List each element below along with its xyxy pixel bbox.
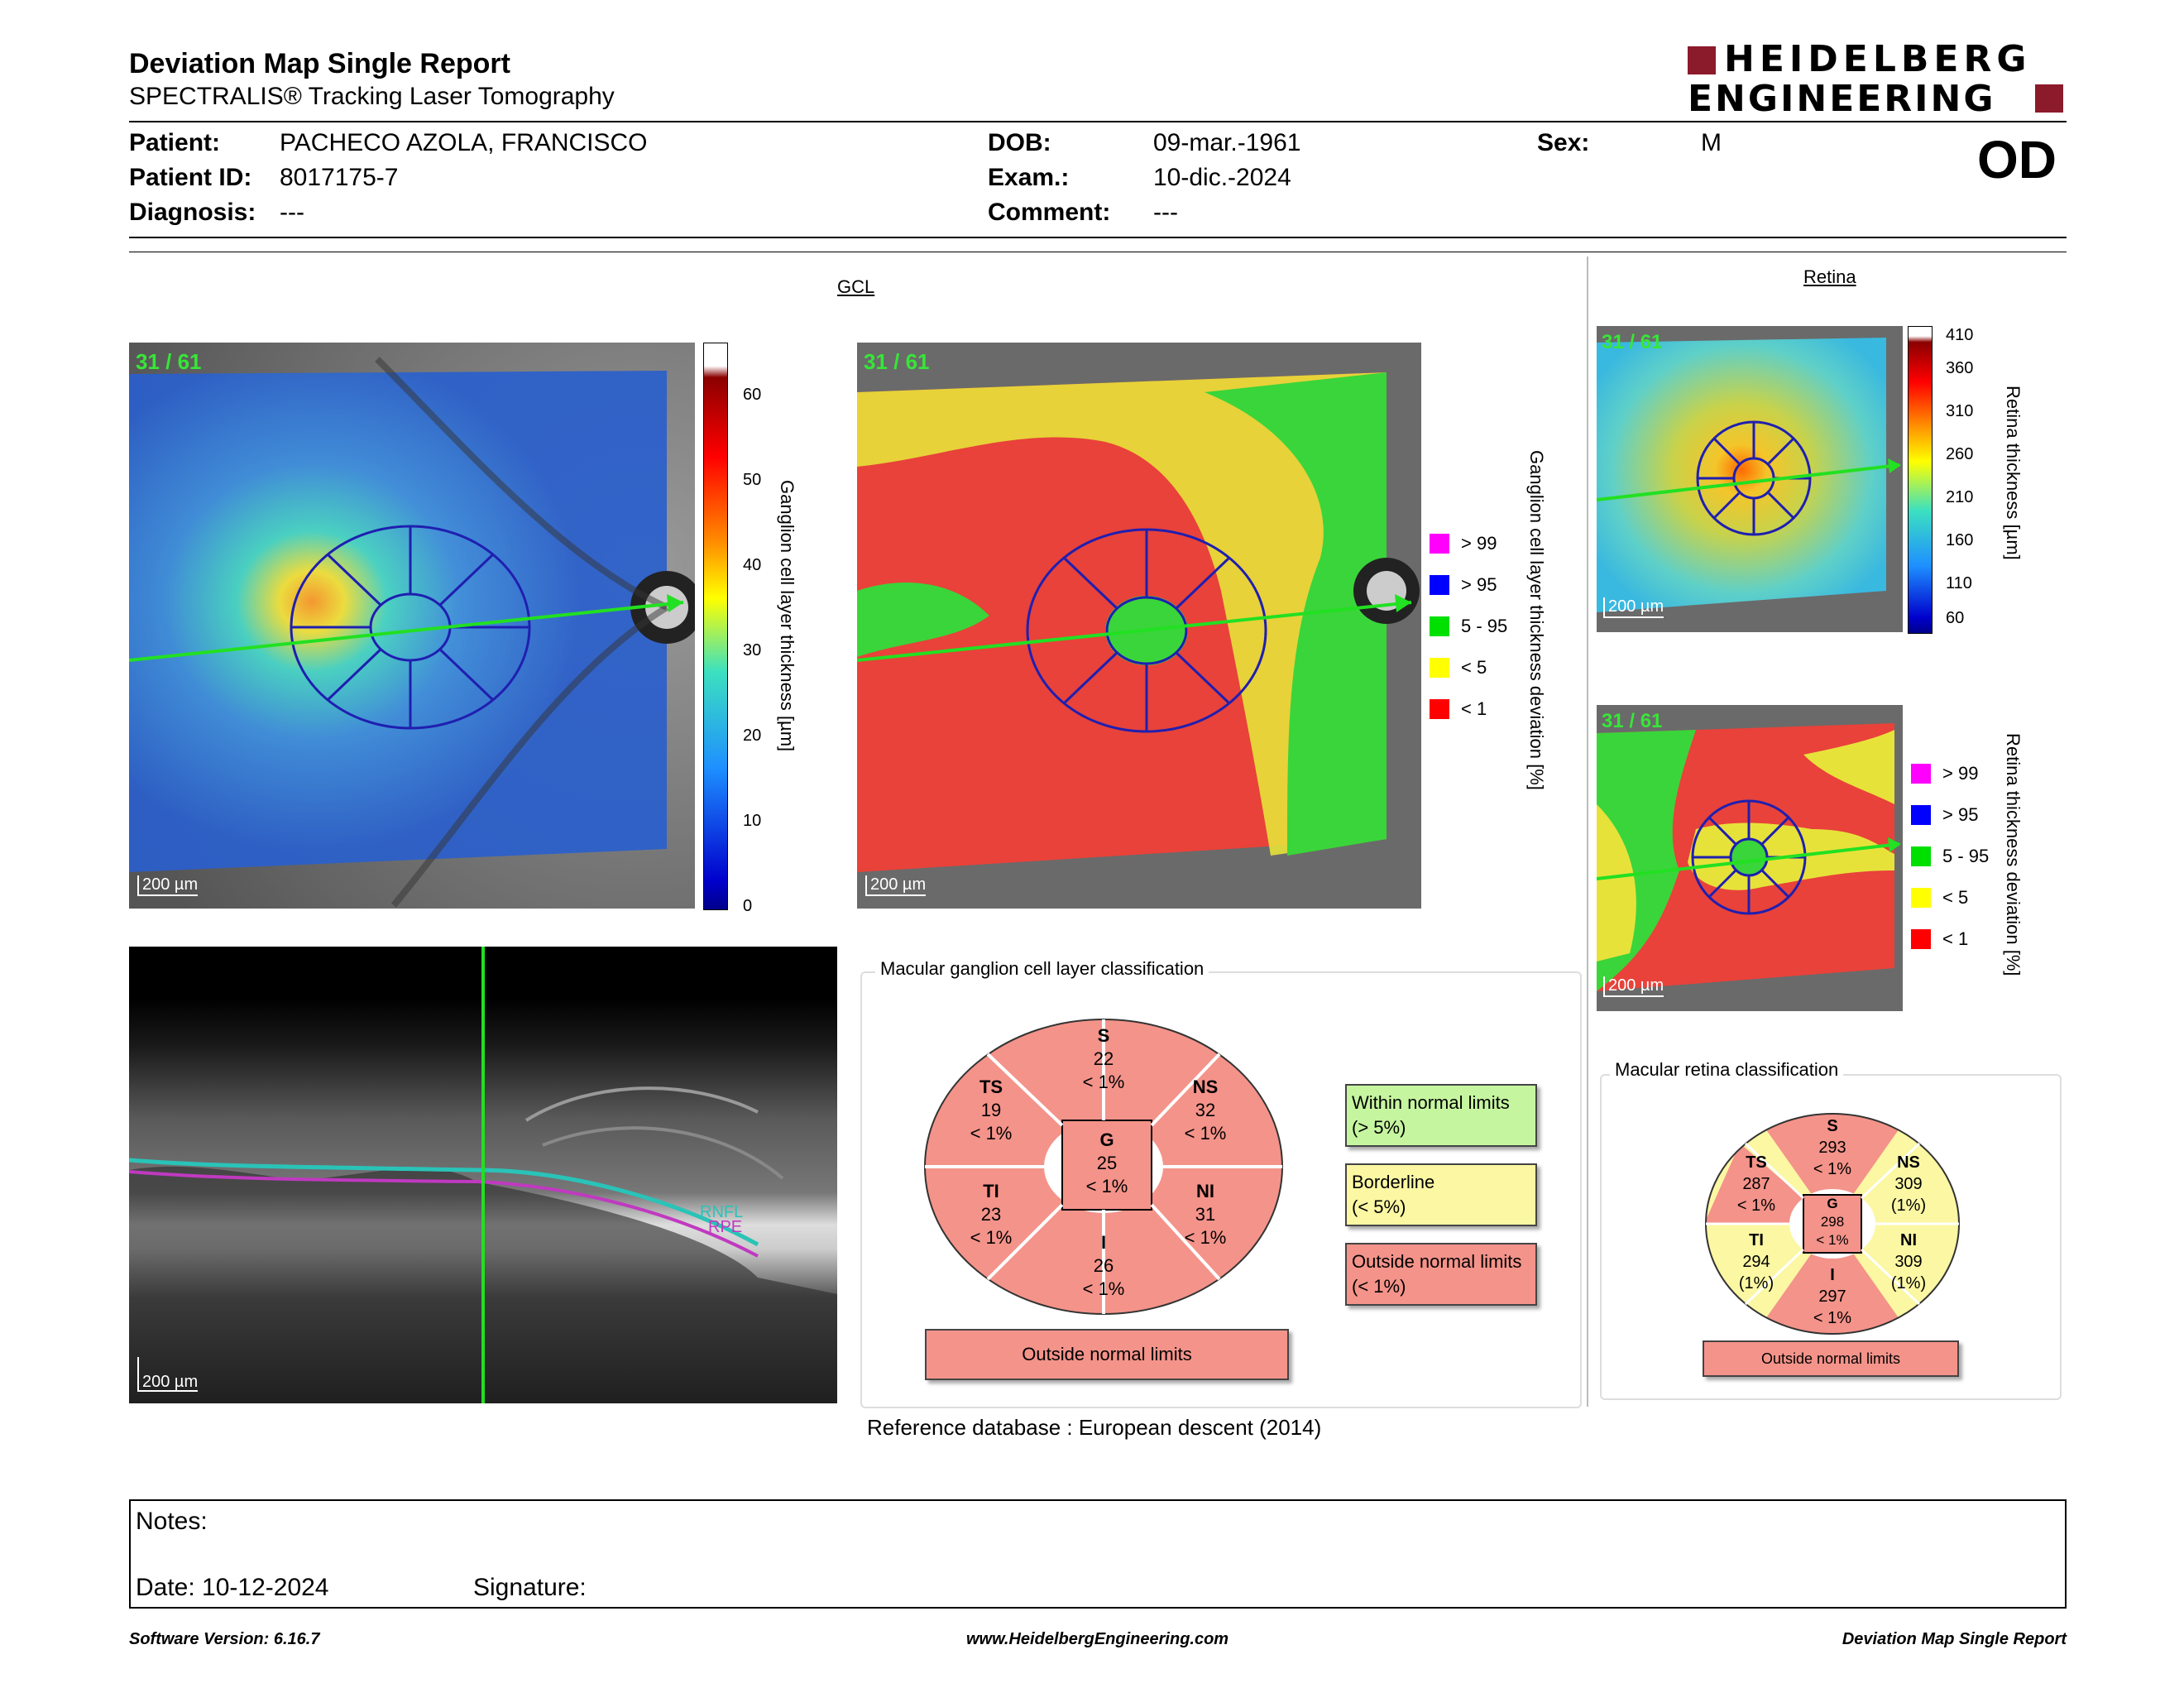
sector-pct: < 1%: [970, 1227, 1013, 1248]
retina-sector-s: [1805, 1115, 1860, 1180]
legend-borderline: [1345, 1163, 1537, 1226]
gcl-legend-5-95: [1430, 616, 1507, 637]
legend-text: < 1: [1461, 698, 1487, 719]
sector-pct: (1%): [1738, 1274, 1774, 1292]
sector-pct: < 1%: [1184, 1227, 1227, 1248]
gcl-thickness-axis-label: Ganglion cell layer thickness [µm]: [777, 480, 797, 752]
retina-thickness-svg: [1597, 326, 1903, 632]
retina-tick: 160: [1946, 531, 1974, 549]
sector-value: 19: [980, 1100, 1002, 1120]
retina-thickness-map: [1597, 326, 1903, 632]
date-label: Date: 10-12-2024: [136, 1574, 329, 1601]
retina-tick: 60: [1946, 609, 1965, 627]
gcl-tick: 30: [743, 641, 762, 659]
gcl-sector-s: [1070, 1024, 1137, 1094]
notes-label: Notes:: [136, 1508, 208, 1535]
legend-swatch-yellow: [1430, 658, 1449, 678]
retina-scale: 200 µm: [1603, 597, 1664, 618]
retina-sector-chart: [1704, 1112, 1961, 1336]
retina-sector-ts: [1727, 1152, 1785, 1216]
gcl-sector-ni: [1168, 1180, 1243, 1249]
sector-value: 25: [1096, 1153, 1118, 1173]
gcl-sector-ns: [1168, 1076, 1243, 1145]
sector-value: 298: [1820, 1214, 1845, 1230]
bscan-scale: 200 µm: [137, 1357, 198, 1392]
gcl-colorbar: [703, 343, 728, 910]
sector-pct: < 1%: [1082, 1072, 1125, 1092]
gcl-sector-chart: [923, 1018, 1284, 1316]
legend-text: Borderline: [1352, 1172, 1435, 1192]
sector-pct: < 1%: [1816, 1232, 1849, 1248]
gcl-sector-ti: [958, 1180, 1024, 1249]
sector-value: 309: [1894, 1175, 1923, 1193]
legend-within-normal: [1345, 1084, 1537, 1147]
dob-label: DOB:: [988, 129, 1051, 156]
sector-label: G: [1099, 1129, 1114, 1150]
column-divider: [1587, 257, 1588, 1407]
patient-name: PACHECO AZOLA, FRANCISCO: [280, 129, 648, 156]
retina-legend-lt1: [1911, 928, 1968, 950]
retina-tick: 210: [1946, 488, 1974, 506]
legend-swatch-magenta: [1911, 764, 1931, 784]
gcl-tick: 50: [743, 471, 762, 489]
report-subtitle: SPECTRALIS® Tracking Laser Tomography: [129, 83, 615, 110]
gcl-deviation-svg: [857, 343, 1421, 909]
retina-legend-5-95: [1911, 846, 1989, 867]
legend-swatch-red: [1911, 929, 1931, 949]
sector-value: 294: [1742, 1253, 1770, 1271]
heidelberg-logo: [1688, 38, 2068, 120]
gcl-deviation-axis-label: Ganglion cell layer thickness deviation [%]: [1526, 450, 1547, 790]
diagnosis-value: ---: [280, 199, 304, 226]
gcl-dev-scale: 200 µm: [865, 875, 926, 896]
legend-swatch-red: [1430, 699, 1449, 719]
gcl-deviation-map: [857, 343, 1421, 909]
legend-swatch-green: [1911, 846, 1931, 866]
gcl-scale: 200 µm: [137, 875, 198, 896]
patient-divider: [129, 237, 2067, 238]
sector-pct: < 1%: [1736, 1196, 1776, 1215]
report-name: Deviation Map Single Report: [1842, 1630, 2067, 1648]
legend-text: > 99: [1461, 533, 1497, 554]
retina-deviation-axis-label: Retina thickness deviation [%]: [2003, 733, 2024, 976]
legend-text: > 95: [1461, 574, 1497, 595]
gcl-scan-label: 31 / 61: [136, 349, 202, 374]
retina-legend-gt99: [1911, 763, 1978, 784]
gcl-colorbar-ticks: [743, 386, 776, 915]
retina-tick: 260: [1946, 445, 1974, 463]
retina-thickness-axis-label: Retina thickness [µm]: [2003, 386, 2024, 560]
retina-colorbar-ticks: [1946, 326, 1987, 640]
sector-value: 26: [1093, 1255, 1114, 1276]
gcl-legend-gt99: [1430, 533, 1497, 554]
legend-text: 5 - 95: [1942, 846, 1990, 866]
report-title: Deviation Map Single Report: [129, 48, 510, 79]
gcl-tick: 10: [743, 812, 762, 830]
sex-value: M: [1701, 129, 1722, 156]
diagnosis-label: Diagnosis:: [129, 199, 256, 226]
legend-swatch-yellow: [1911, 888, 1931, 908]
reference-database: Reference database : European descent (2014): [867, 1415, 1322, 1440]
gcl-thickness-map: [129, 343, 695, 909]
retina-legend-gt95: [1911, 804, 1978, 826]
website-link[interactable]: www.HeidelbergEngineering.com: [966, 1630, 1229, 1648]
legend-text: < 5: [1942, 887, 1969, 908]
notes-box: [129, 1499, 2067, 1609]
gcl-sector-i: [1070, 1231, 1137, 1301]
rpe-label: RPE: [708, 1218, 743, 1236]
logo-square-top: [1688, 46, 1716, 74]
sector-value: 309: [1894, 1253, 1923, 1271]
legend-pct: (> 5%): [1352, 1117, 1406, 1138]
eye-label: OD: [1977, 130, 2057, 189]
retina-sector-ti: [1727, 1230, 1785, 1294]
legend-text: Within normal limits: [1352, 1092, 1510, 1113]
legend-text: 5 - 95: [1461, 616, 1508, 636]
legend-text: > 99: [1942, 763, 1979, 784]
retina-title: Retina: [1803, 266, 1856, 287]
gcl-tick: 60: [743, 386, 762, 404]
sector-value: 297: [1818, 1288, 1846, 1306]
sex-label: Sex:: [1537, 129, 1590, 156]
software-version: Software Version: 6.16.7: [129, 1630, 320, 1648]
retina-classification-title: Macular retina classification: [1610, 1059, 1843, 1081]
gcl-thickness-svg: [129, 343, 695, 909]
gcl-result: Outside normal limits: [925, 1329, 1289, 1380]
retina-tick: 410: [1946, 326, 1974, 344]
retina-tick: 310: [1946, 402, 1974, 420]
gcl-title: GCL: [837, 276, 875, 297]
retina-scan-label: 31 / 61: [1602, 331, 1663, 353]
sector-pct: < 1%: [970, 1123, 1013, 1144]
legend-text: > 95: [1942, 804, 1979, 825]
sector-value: 22: [1093, 1048, 1114, 1069]
oct-bscan: [129, 947, 837, 1403]
sector-label: TI: [983, 1181, 999, 1201]
logo-line1: HEIDELBERG: [1724, 38, 2032, 80]
logo-line2: ENGINEERING: [1688, 78, 1996, 120]
gcl-legend-lt1: [1430, 698, 1487, 720]
sector-label: NI: [1900, 1231, 1917, 1249]
legend-pct: (< 1%): [1352, 1276, 1406, 1297]
legend-pct: (< 5%): [1352, 1196, 1406, 1217]
gcl-tick: 0: [743, 897, 753, 915]
retina-dev-scale: 200 µm: [1603, 976, 1664, 997]
exam-value: 10-dic.-2024: [1153, 164, 1291, 191]
header-divider: [129, 121, 2067, 122]
gcl-sector-ts: [958, 1076, 1024, 1145]
sector-value: 31: [1195, 1204, 1216, 1225]
comment-value: ---: [1153, 199, 1178, 226]
gcl-classification-title: Macular ganglion cell layer classification: [875, 958, 1209, 980]
sector-label: G: [1827, 1196, 1838, 1211]
sector-pct: < 1%: [1184, 1123, 1227, 1144]
patient-label: Patient:: [129, 129, 221, 156]
gcl-tick: 40: [743, 556, 762, 574]
retina-colorbar: [1908, 326, 1933, 634]
retina-tick: 110: [1946, 574, 1972, 592]
gcl-sector-g: [1070, 1129, 1143, 1198]
sector-label: I: [1830, 1266, 1835, 1284]
patient-id-label: Patient ID:: [129, 164, 252, 191]
sector-pct: < 1%: [1813, 1160, 1852, 1178]
sector-label: I: [1100, 1232, 1107, 1253]
sector-label: NS: [1897, 1153, 1920, 1172]
legend-text: < 5: [1461, 657, 1487, 678]
gcl-legend-gt95: [1430, 574, 1497, 596]
sector-pct: < 1%: [1085, 1176, 1128, 1196]
sector-label: S: [1827, 1117, 1838, 1135]
legend-swatch-blue: [1911, 805, 1931, 825]
sector-label: NS: [1192, 1077, 1219, 1097]
comment-label: Comment:: [988, 199, 1111, 226]
sector-label: S: [1097, 1025, 1110, 1046]
sector-label: TS: [1746, 1153, 1767, 1172]
sector-value: 287: [1742, 1175, 1770, 1193]
sector-pct: (1%): [1890, 1274, 1927, 1292]
signature-label: Signature:: [473, 1574, 587, 1601]
gcl-legend-lt5: [1430, 657, 1487, 679]
logo-square-bottom: [2035, 84, 2063, 113]
oct-bscan-svg: [129, 947, 837, 1403]
sector-value: 32: [1195, 1100, 1216, 1120]
retina-sector-i: [1805, 1264, 1860, 1329]
sector-label: NI: [1196, 1181, 1214, 1201]
exam-label: Exam.:: [988, 164, 1070, 191]
sector-pct: (1%): [1890, 1196, 1927, 1215]
legend-outside-normal: [1345, 1243, 1537, 1306]
legend-text: Outside normal limits: [1352, 1251, 1522, 1272]
retina-deviation-map: [1597, 705, 1903, 1011]
retina-legend-lt5: [1911, 887, 1968, 909]
rnfl-label: RNFL: [700, 1203, 744, 1221]
dob-value: 09-mar.-1961: [1153, 129, 1301, 156]
retina-dev-scan-label: 31 / 61: [1602, 710, 1663, 732]
patient-id: 8017175-7: [280, 164, 399, 191]
sector-pct: < 1%: [1082, 1278, 1125, 1299]
legend-swatch-magenta: [1430, 534, 1449, 554]
retina-result: Outside normal limits: [1703, 1340, 1959, 1377]
retina-sector-ns: [1880, 1152, 1937, 1216]
legend-swatch-green: [1430, 616, 1449, 636]
sector-value: 23: [980, 1204, 1002, 1225]
sector-pct: < 1%: [1813, 1309, 1852, 1327]
gcl-dev-scan-label: 31 / 61: [864, 349, 930, 374]
legend-text: < 1: [1942, 928, 1969, 949]
retina-tick: 360: [1946, 359, 1974, 377]
gcl-tick: 20: [743, 727, 762, 745]
retina-sector-g: [1805, 1195, 1860, 1249]
legend-swatch-blue: [1430, 575, 1449, 595]
sector-value: 293: [1818, 1139, 1846, 1157]
retina-deviation-svg: [1597, 705, 1903, 1011]
sector-label: TI: [1749, 1231, 1764, 1249]
retina-sector-ni: [1880, 1230, 1937, 1294]
sector-label: TS: [979, 1077, 1003, 1097]
